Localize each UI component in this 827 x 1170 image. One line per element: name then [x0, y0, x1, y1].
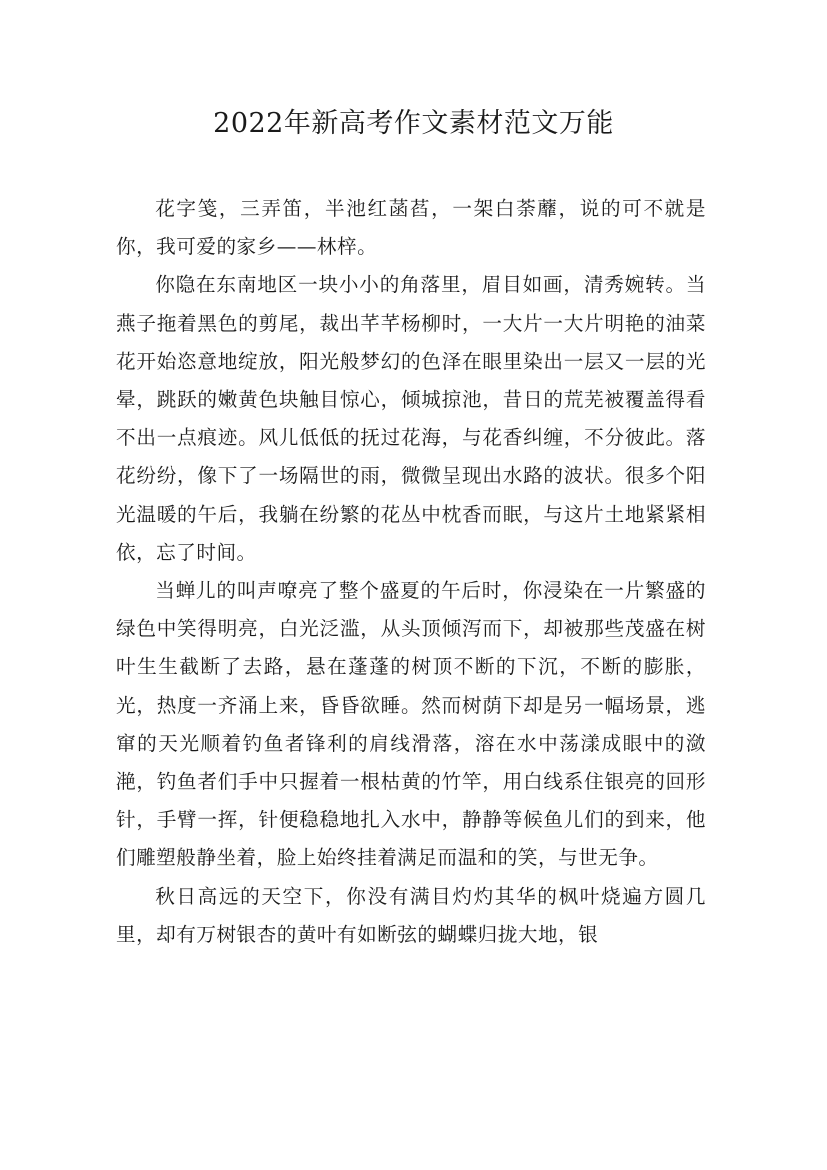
paragraph-1: 花字笺，三弄笛，半池红菡萏，一架白荼蘼，说的可不就是你，我可爱的家乡——林梓。 — [116, 197, 706, 259]
document-body — [116, 190, 706, 954]
paragraph-4: 秋日高远的天空下，你没有满目灼灼其华的枫叶烧遍方圆几里，却有万树银杏的黄叶有如断弦的蝴蝶归拢大地，银 — [116, 884, 706, 946]
paragraph-2: 你隐在东南地区一块小小的角落里，眉目如画，清秀婉转。当燕子拖着黑色的剪尾，裁出芊芊杨柳时，一大片一大片明艳的油菜花开始恣意地绽放，阳光般梦幻的色泽在眼里染出一层又一层的光晕，跳跃的嫩黄色块触目惊心，倾城掠池，昔日的荒芜被覆盖得看不出一点痕迹。风儿低低的抚过花海，与花香纠缠，不分彼此。落花纷纷，像下了一场隔世的雨，微微呈现出水路的波状。很多个阳光温暖的午后，我躺在纷繁的花丛中枕香而眠，与这片土地紧紧相依，忘了时间。 — [116, 273, 706, 564]
paragraph-3: 当蝉儿的叫声嘹亮了整个盛夏的午后时，你浸染在一片繁盛的绿色中笑得明亮，白光泛滥，从头顶倾泻而下，却被那些茂盛在树叶生生截断了去路，悬在蓬蓬的树顶不断的下沉，不断的膨胀，光，热度一齐涌上来，昏昏欲睡。然而树荫下却是另一幅场景，逃窜的天光顺着钓鱼者锋利的肩线滑落，溶在水中荡漾成眼中的潋滟，钓鱼者们手中只握着一根枯黄的竹竿，用白线系住银亮的回形针，手臂一挥，针便稳稳地扎入水中，静静等候鱼儿们的到来，他们雕塑般静坐着，脸上始终挂着满足而温和的笑，与世无争。 — [116, 579, 706, 870]
document-title: 2022年新高考作文素材范文万能 — [213, 108, 614, 139]
